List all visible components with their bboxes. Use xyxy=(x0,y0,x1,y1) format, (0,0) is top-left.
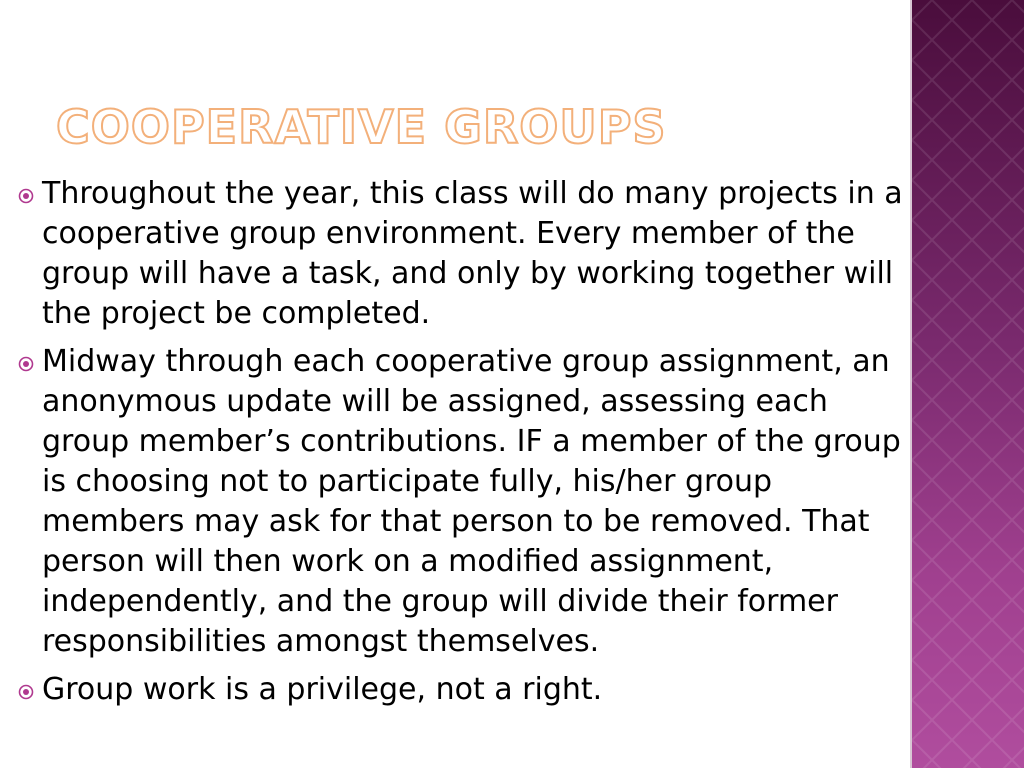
bullet-item xyxy=(14,342,904,662)
circled-dot-bullet-icon xyxy=(18,188,34,204)
circled-dot-bullet-icon xyxy=(18,356,34,372)
bullet-text: Group work is a privilege, not a right. xyxy=(42,672,603,707)
diamond-pattern xyxy=(912,0,1024,768)
bullet-text: Throughout the year, this class will do many projects in a cooperative group environment. Every member of the group will have a task, and only by working together will the project be completed. xyxy=(42,176,903,331)
bullet-text: Midway through each cooperative group assignment, an anonymous update will be assigned, assessing each group member’s contributions. IF a member of the group is choosing not to participate fully, his/her group members may ask for that person to be removed. That person will then work on a modified assignment, independently, and the group will divide their former responsibilities amongst themselves. xyxy=(42,344,901,659)
bullet-item xyxy=(14,174,904,334)
slide-title: COOPERATIVE GROUPS xyxy=(56,100,667,154)
side-decoration-band xyxy=(912,0,1024,768)
bullet-list xyxy=(14,174,904,710)
bullet-item xyxy=(14,670,904,710)
circled-dot-bullet-icon xyxy=(18,684,34,700)
